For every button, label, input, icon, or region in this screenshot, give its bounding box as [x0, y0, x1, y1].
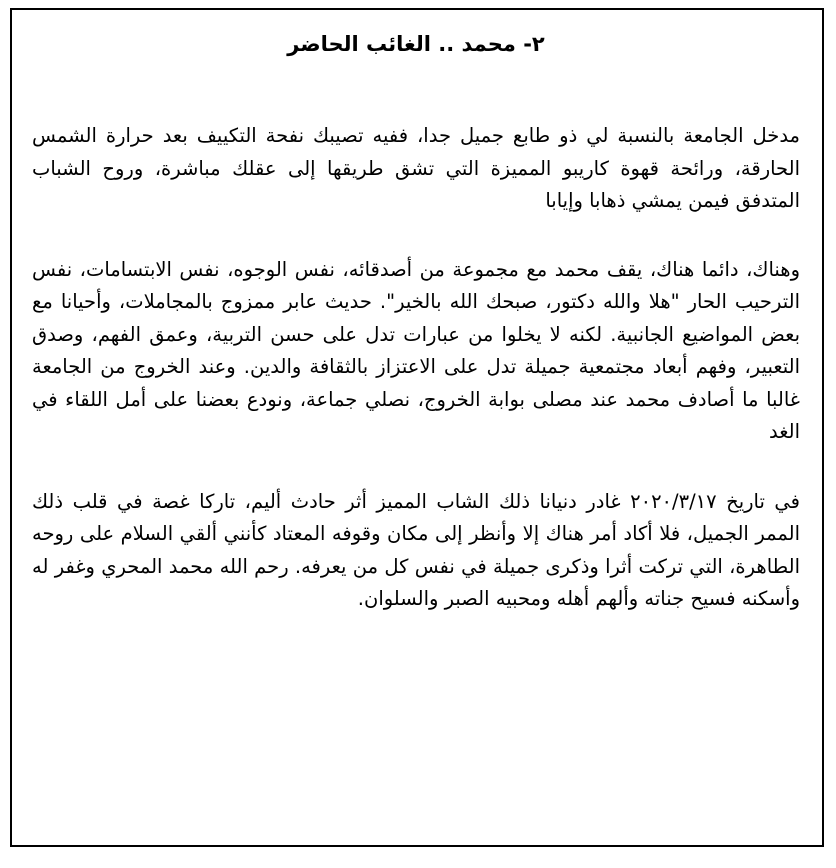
- paragraph-farewell: في تاريخ ٢٠٢٠/٣/١٧ غادر دنيانا ذلك الشاب المميز أثر حادث أليم، تاركا غصة في قلب ذلك الممر الجميل، فلا أكاد أمر هناك إلا وأنظر إلى مكان وقوفه المعتاد كأنني ألقي السلام على روحه الطاهرة، التي تركت أثرا وذكرى جميلة في نفس كل من يعرفه. رحم الله محمد المحري وغفر له وأسكنه فسيح جناته وألهم أهله ومحبيه الصبر والسلوان.: [32, 489, 800, 610]
- document-title: ٢- محمد .. الغائب الحاضر: [287, 32, 545, 56]
- paragraph-entrance: مدخل الجامعة بالنسبة لي ذو طابع جميل جدا، ففيه تصيبك نفحة التكييف بعد حرارة الشمس الحارقة، ورائحة قهوة كاريبو المميزة التي تشق طريقها إلى عقلك مباشرة، وروح الشباب المتدفق فيمن يمشي ذهابا وإيابا: [32, 124, 800, 212]
- document-frame: [10, 8, 824, 847]
- paragraph-meeting: وهناك، دائما هناك، يقف محمد مع مجموعة من أصدقائه، نفس الوجوه، نفس الابتسامات، نفس الترحيب الحار "هلا والله دكتور، صبحك الله بالخير". حديث عابر ممزوج بالمجاملات، وأحيانا مع بعض المواضيع الجانبية. لكنه لا يخلوا من عبارات تدل على حسن التربية، وعمق الفهم، وصدق التعبير، وفهم أبعاد مجتمعية جميلة تدل على الاعتزاز بالثقافة والدين. وعند الخروج من الجامعة غالبا ما أصادف محمد عند مصلى بوابة الخروج، نصلي جماعة، ونودع بعضنا على أمل اللقاء في الغد: [32, 257, 800, 443]
